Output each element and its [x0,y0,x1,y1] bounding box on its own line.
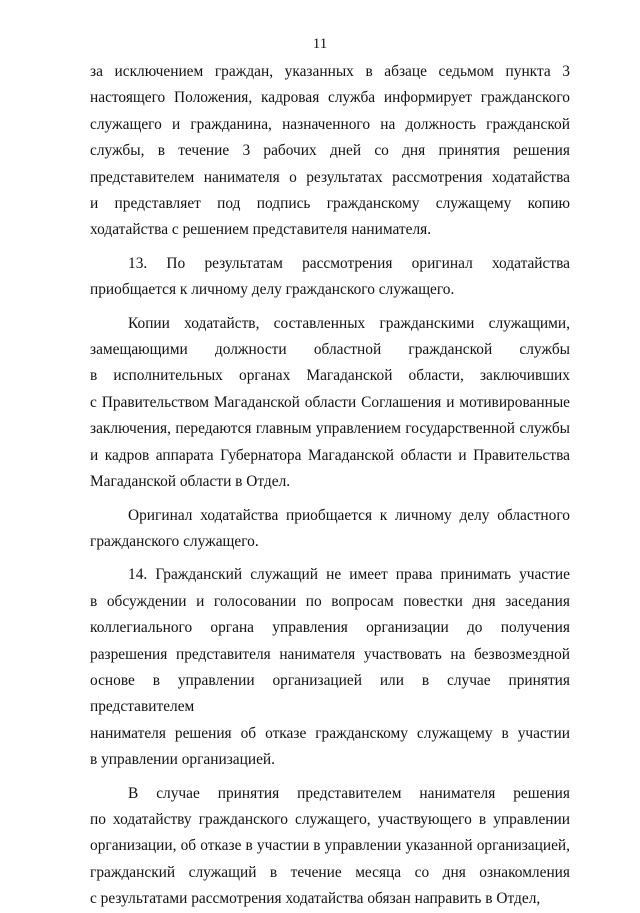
text-line: ходатайства с решением представителя нанимателя. [90,221,432,239]
text-line: служащего и гражданина, назначенного на должность гражданской [90,115,570,133]
text-line: Магаданской области в Отдел. [90,473,291,491]
text-line: службы, в течение 3 рабочих дней со дня принятия решения [90,142,570,160]
paragraph-copies [90,311,570,496]
text-line: с Правительством Магаданской области Соглашения и мотивированные [90,393,570,411]
text-line: нанимателя решения об отказе гражданскому служащему в участии [90,724,570,742]
text-line: В случае принятия представителем нанимателя решения [128,784,570,802]
text-line: организации, об отказе в участии в управлении указанной организацией, [90,837,570,855]
text-line: замещающими должности областной гражданской службы [90,341,570,359]
text-line: представителем нанимателя о результатах рассмотрения ходатайства [90,168,570,186]
text-line: основе в управлении организацией или в случае принятия представителем [90,671,570,716]
document-body [90,59,570,913]
text-line: в обсуждении и голосовании по вопросам повестки дня заседания [90,592,570,610]
text-line: гражданского служащего. [90,532,259,550]
text-line: Оригинал ходатайства приобщается к личному делу областного [128,506,570,524]
paragraph-item-13 [90,251,570,304]
text-line: заключения, передаются главным управлением государственной службы [90,420,570,438]
paragraph-refusal [90,781,570,913]
text-line: гражданский служащий в течение месяца со дня ознакомления [90,863,570,881]
text-line: 13. По результатам рассмотрения оригинал ходатайства [128,254,570,272]
text-line: приобщается к личному делу гражданского служащего. [90,281,455,299]
text-line: Копии ходатайств, составленных гражданскими служащими, [128,314,570,332]
text-line: с результатами рассмотрения ходатайства обязан направить в Отдел, [90,890,541,908]
text-line: и представляет под подпись гражданскому служащему копию [90,195,570,213]
text-line: разрешения представителя нанимателя участвовать на безвозмездной [90,645,570,663]
text-line: настоящего Положения, кадровая служба информирует гражданского [90,89,570,107]
text-line: по ходатайству гражданского служащего, участвующего в управлении [90,810,570,828]
page-number: 11 [312,36,328,52]
paragraph-continuation [90,59,570,244]
text-line: в исполнительных органах Магаданской области, заключивших [90,367,570,385]
text-line: 14. Гражданский служащий не имеет права принимать участие [128,566,570,584]
text-line: и кадров аппарата Губернатора Магаданской области и Правительства [90,446,570,464]
text-line: за исключением граждан, указанных в абзаце седьмом пункта 3 [90,63,570,80]
text-line: коллегиального органа управления организации до получения [90,619,570,637]
paragraph-item-14 [90,562,570,773]
paragraph-original [90,503,570,556]
text-line: в управлении организацией. [90,751,276,769]
